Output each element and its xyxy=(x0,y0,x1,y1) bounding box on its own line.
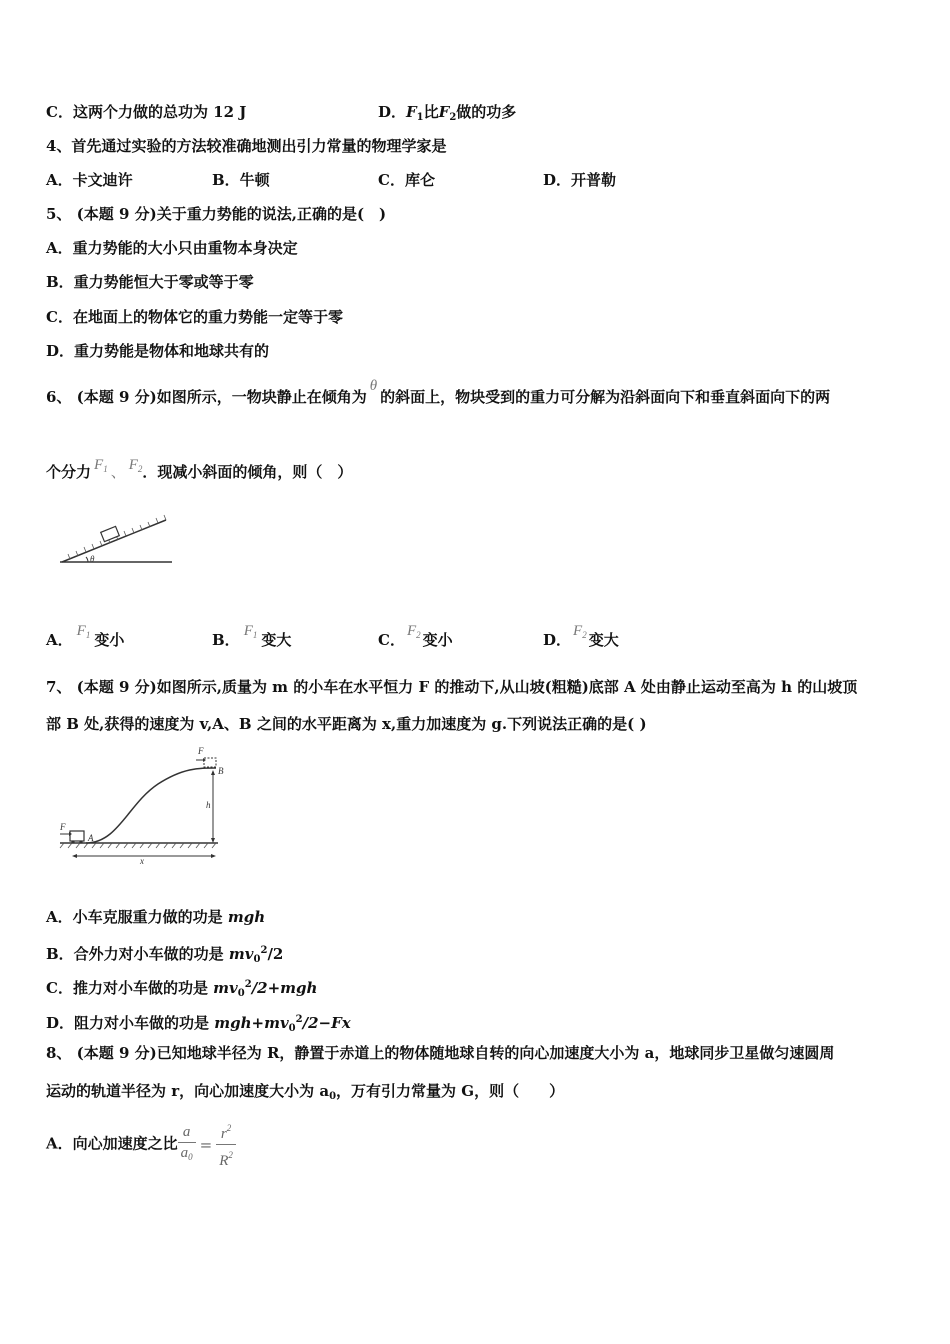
q6-option-a-sym-letter: F xyxy=(76,623,86,639)
q6-stem-part3: 个分力 xyxy=(46,463,92,481)
q6-option-b-symbol xyxy=(240,623,262,639)
q4-stem: 4、首先通过实验的方法较准确地测出引力常量的物理学家是 xyxy=(46,137,447,155)
q8-fraction-right xyxy=(216,1118,236,1171)
q3-option-d-f2-sub: 2 xyxy=(449,112,457,123)
q8-fraction-left-den xyxy=(178,1143,196,1167)
q8-fraction-right-den xyxy=(216,1145,236,1171)
q3-option-d-letter: D． xyxy=(378,103,407,121)
q7-option-d xyxy=(46,1010,351,1039)
q8-fraction-right-num-letter: r xyxy=(220,1126,227,1142)
q7-option-b-sup: 2 xyxy=(260,945,268,956)
q7-option-d-sup: 2 xyxy=(295,1014,303,1025)
q5-option-b: B．重力势能恒大于零或等于零 xyxy=(46,273,254,291)
q7-label-f-top: F xyxy=(198,746,204,756)
q3-option-c: C．这两个力做的总功为 12 J xyxy=(46,103,247,121)
q7-stem-line2: 部 B 处,获得的速度为 v,A、B 之间的水平距离为 x,重力加速度为 g.下列说法正确的是( ) xyxy=(46,715,647,733)
q7-label-a: A xyxy=(88,833,94,843)
q7-option-b-expr-pre: mv xyxy=(228,945,254,963)
q6-incline-figure xyxy=(56,512,176,568)
q7-option-c-sub: 0 xyxy=(237,988,245,999)
q6-option-b-sym-letter: F xyxy=(243,623,253,639)
q5-option-d: D．重力势能是物体和地球共有的 xyxy=(46,342,270,360)
q7-option-b-text: B．合外力对小车做的功是 xyxy=(46,945,229,963)
q7-option-a xyxy=(46,907,265,927)
q6-stem-part2: 的斜面上，物块受到的重力可分解为沿斜面向下和垂直斜面向下的两 xyxy=(380,388,831,406)
q6-stem-line2 xyxy=(46,457,353,487)
q8-fraction-right-num-sup: 2 xyxy=(226,1123,232,1133)
q6-theta-symbol: θ xyxy=(369,378,378,394)
q6-option-c-sym-letter: F xyxy=(406,623,417,639)
q8-fraction-left-num: a xyxy=(178,1122,196,1143)
q6-option-b-text: 变大 xyxy=(261,631,292,649)
q6-option-c-sym-sub: 2 xyxy=(416,630,421,640)
q6-f1-symbol xyxy=(91,457,108,473)
q6-f2-symbol xyxy=(129,457,143,473)
q6-f1-letter: F xyxy=(94,457,104,473)
q7-option-d-expr-post: /2−Fx xyxy=(302,1014,351,1032)
q3-option-d xyxy=(378,102,516,128)
q7-cart-bottom xyxy=(70,831,84,841)
q8-stem-line2-sub: 0 xyxy=(329,1091,337,1102)
q6-stem-line1 xyxy=(46,378,831,408)
q6-f2-sub: 2 xyxy=(137,464,143,474)
q6-f1-sub: 1 xyxy=(103,464,108,474)
q7-label-b: B xyxy=(218,766,224,776)
q6-option-d xyxy=(543,623,619,655)
q7-option-c-text: C．推力对小车做的功是 xyxy=(46,979,214,997)
q8-option-a-text: A．向心加速度之比 xyxy=(46,1134,178,1153)
q6-option-c-letter: C． xyxy=(378,631,405,649)
q6-option-c xyxy=(378,623,453,655)
q7-hill-curve xyxy=(86,768,216,843)
q6-option-b xyxy=(212,623,292,655)
q6-option-b-letter: B． xyxy=(212,631,240,649)
q8-fraction-left-den-sub: 0 xyxy=(188,1152,193,1162)
q6-angle-label: θ xyxy=(90,554,95,564)
q7-label-f-bottom: F xyxy=(60,822,66,832)
q4-option-b: B．牛顿 xyxy=(212,171,270,189)
q8-fraction-left-den-letter: a xyxy=(180,1145,189,1161)
q4-option-c: C．库仑 xyxy=(378,171,435,189)
q6-option-d-symbol xyxy=(571,623,589,639)
q6-stem-part4: ．现减小斜面的倾角，则（ ） xyxy=(142,463,353,481)
q8-fraction-right-num xyxy=(216,1118,236,1145)
q3-option-d-suffix: 做的功多 xyxy=(456,103,517,121)
q8-stem-line2-post: ，万有引力常量为 G，则（ ） xyxy=(336,1082,565,1100)
q3-option-d-f2: F xyxy=(438,103,450,121)
q8-stem-line1: 8、 (本题 9 分)已知地球半径为 R，静置于赤道上的物体随地球自转的向心加速度大小为 a，地球同步卫星做匀速圆周 xyxy=(46,1044,835,1062)
q5-option-c: C．在地面上的物体它的重力势能一定等于零 xyxy=(46,308,343,326)
q6-option-a xyxy=(46,623,125,655)
q5-stem: 5、 (本题 9 分)关于重力势能的说法,正确的是( ) xyxy=(46,205,387,223)
q7-option-b-sub: 0 xyxy=(253,954,261,965)
q6-f2-letter: F xyxy=(128,457,138,473)
q8-fraction-left xyxy=(178,1122,196,1167)
q6-option-b-sym-sub: 1 xyxy=(252,630,258,640)
q6-option-d-sym-sub: 2 xyxy=(582,630,587,640)
q6-option-d-letter: D． xyxy=(543,631,572,649)
q4-option-d: D．开普勒 xyxy=(543,171,617,189)
q6-option-c-symbol xyxy=(405,623,423,639)
q8-equals: = xyxy=(199,1135,213,1154)
q7-option-c-expr-post: /2+mgh xyxy=(251,979,318,997)
q7-option-c-sup: 2 xyxy=(244,979,252,990)
q8-stem-line2 xyxy=(46,1081,564,1107)
q8-fraction-right-den-letter: R xyxy=(219,1153,229,1169)
q3-option-d-f1: F xyxy=(406,103,417,121)
q6-option-a-text: 变小 xyxy=(94,631,125,649)
q8-stem-line2-pre: 运动的轨道半径为 r，向心加速度大小为 a xyxy=(46,1082,330,1100)
q7-stem-line1: 7、 (本题 9 分)如图所示,质量为 m 的小车在水平恒力 F 的推动下,从山坡(粗糙)底部 A 处由静止运动至高为 h 的山坡顶 xyxy=(46,678,858,696)
q3-option-d-mid: 比 xyxy=(423,103,439,121)
q6-separator: 、 xyxy=(110,463,126,481)
q7-option-c-expr-pre: mv xyxy=(213,979,238,997)
q8-option-a xyxy=(46,1118,236,1171)
q7-option-d-text: D．阻力对小车做的功是 xyxy=(46,1014,215,1032)
q6-option-d-sym-letter: F xyxy=(573,623,583,639)
q7-option-c xyxy=(46,975,317,1004)
q7-option-d-expr-pre: mgh+mv xyxy=(214,1014,289,1032)
q6-option-a-symbol xyxy=(73,623,95,639)
q8-fraction-right-den-sup: 2 xyxy=(228,1150,233,1160)
q7-option-b-expr-post: /2 xyxy=(267,945,284,963)
q7-hill-figure xyxy=(58,744,222,866)
q7-option-a-text: A．小车克服重力做的功是 xyxy=(46,908,228,926)
q7-label-h: h xyxy=(206,800,211,810)
q5-option-a: A．重力势能的大小只由重物本身决定 xyxy=(46,239,298,257)
q6-option-d-text: 变大 xyxy=(588,631,619,649)
q7-option-a-expr: mgh xyxy=(227,908,266,926)
q6-option-c-text: 变小 xyxy=(422,631,453,649)
q7-cart-top xyxy=(204,758,216,767)
q4-option-a: A．卡文迪许 xyxy=(46,171,133,189)
q3-option-d-f1-sub: 1 xyxy=(416,112,424,123)
q6-option-a-letter: A． xyxy=(46,631,73,649)
q7-option-d-sub: 0 xyxy=(288,1023,296,1034)
q6-option-a-sym-sub: 1 xyxy=(85,630,91,640)
q6-stem-part1: 6、 (本题 9 分)如图所示，一物块静止在倾角为 xyxy=(46,388,367,406)
q7-option-b xyxy=(46,941,283,970)
q7-label-x: x xyxy=(140,856,144,866)
